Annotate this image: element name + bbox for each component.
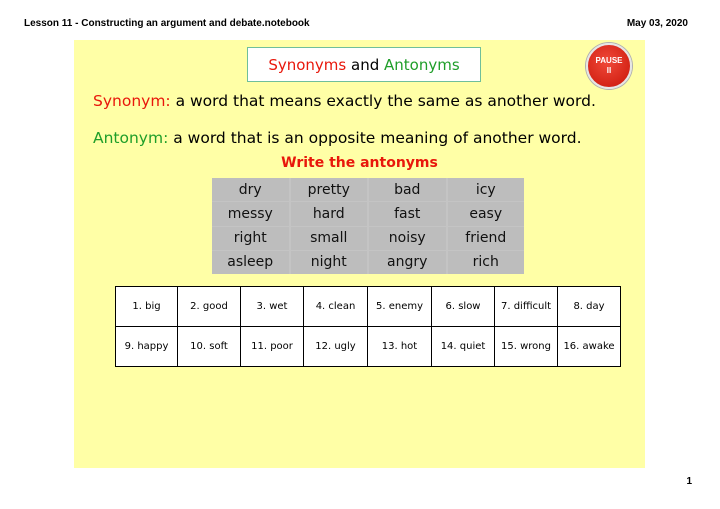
word-bank — [212, 178, 524, 274]
document-title: Lesson 11 - Constructing an argument and debate.notebook — [24, 18, 310, 29]
answer-cell[interactable]: 2. good — [178, 287, 241, 327]
answer-cell[interactable]: 7. difficult — [495, 287, 558, 327]
title-and: and — [351, 55, 380, 74]
title-antonyms: Antonyms — [384, 55, 460, 74]
word-bank-item: fast — [369, 202, 446, 225]
pause-button[interactable] — [586, 43, 632, 89]
answer-cell[interactable]: 15. wrong — [495, 327, 558, 367]
slide-title — [247, 47, 481, 82]
word-bank-item: angry — [369, 251, 446, 274]
answer-cell[interactable]: 10. soft — [178, 327, 241, 367]
answer-cell[interactable]: 12. ugly — [304, 327, 368, 367]
answer-row — [116, 287, 621, 327]
word-bank-item: friend — [448, 227, 525, 250]
pause-label: PAUSE — [595, 56, 623, 65]
title-synonyms: Synonyms — [268, 55, 347, 74]
word-bank-item: messy — [212, 202, 289, 225]
word-bank-item: noisy — [369, 227, 446, 250]
word-bank-item: pretty — [291, 178, 368, 201]
answer-cell[interactable]: 5. enemy — [368, 287, 432, 327]
answer-table — [115, 286, 621, 367]
answer-cell[interactable]: 9. happy — [116, 327, 178, 367]
notebook-slide — [74, 40, 645, 468]
word-bank-item: small — [291, 227, 368, 250]
document-date: May 03, 2020 — [626, 18, 688, 29]
antonym-term: Antonym: — [93, 129, 169, 147]
antonym-definition — [93, 129, 582, 147]
word-bank-item: icy — [448, 178, 525, 201]
word-bank-item: rich — [448, 251, 525, 274]
synonym-text: a word that means exactly the same as another word. — [175, 92, 596, 110]
synonym-definition — [93, 92, 596, 110]
answer-cell[interactable]: 8. day — [558, 287, 621, 327]
answer-cell[interactable]: 14. quiet — [432, 327, 495, 367]
instruction-heading: Write the antonyms — [281, 155, 438, 171]
word-bank-item: hard — [291, 202, 368, 225]
answer-cell[interactable]: 6. slow — [432, 287, 495, 327]
page-number: 1 — [686, 476, 692, 487]
word-bank-item: night — [291, 251, 368, 274]
word-bank-item: right — [212, 227, 289, 250]
word-bank-item: easy — [448, 202, 525, 225]
answer-cell[interactable]: 4. clean — [304, 287, 368, 327]
synonym-term: Synonym: — [93, 92, 171, 110]
antonym-text: a word that is an opposite meaning of another word. — [173, 129, 582, 147]
answer-cell[interactable]: 1. big — [116, 287, 178, 327]
word-bank-item: dry — [212, 178, 289, 201]
answer-cell[interactable]: 3. wet — [241, 287, 304, 327]
word-bank-item: asleep — [212, 251, 289, 274]
answer-cell[interactable]: 13. hot — [368, 327, 432, 367]
word-bank-item: bad — [369, 178, 446, 201]
answer-row — [116, 327, 621, 367]
pause-icon: II — [606, 66, 612, 75]
answer-cell[interactable]: 11. poor — [241, 327, 304, 367]
answer-cell[interactable]: 16. awake — [558, 327, 621, 367]
